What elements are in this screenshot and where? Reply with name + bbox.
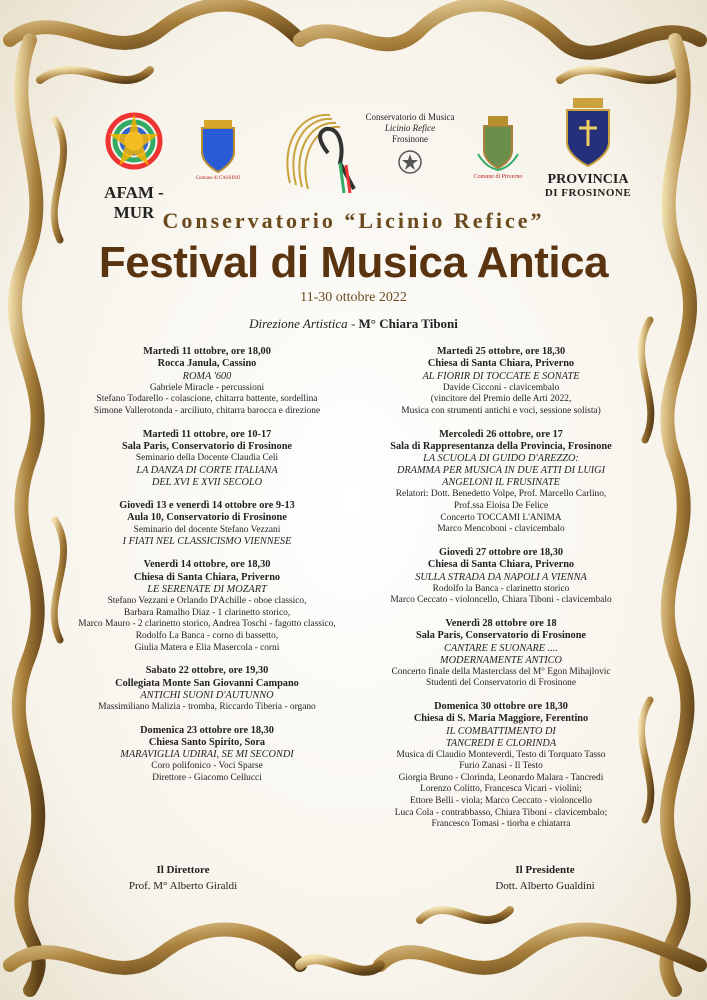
event-entry: Martedì 11 ottobre, ore 10-17 Sala Paris, Conservatorio di Frosinone Seminario della Docente Claudia Celi LA DANZA DI CORTE ITALIANA DEL XVI E XVII SECOLO bbox=[122, 428, 292, 488]
conservatorio-text: Conservatorio di Musica Licinio Refice Frosinone bbox=[360, 112, 460, 178]
event-entry: Martedì 11 ottobre, ore 18,00 Rocca Janula, Cassino ROMA '600 Gabriele Miracle - percussioni Stefano Todarello - colascione, chitarra battente, sordellina Simone Vallerotonda - arciliuto, chitarra barocca e direzione bbox=[93, 346, 321, 416]
cassino-crest bbox=[190, 118, 246, 181]
priverno-label: Comune di Priverno bbox=[473, 174, 523, 180]
italian-emblem-icon bbox=[397, 149, 423, 175]
event-entry: Mercoledì 26 ottobre, ore 17 Sala di Rappresentanza della Provincia, Frosinone LA SCUOLA DI GUIDO D'AREZZO: DRAMMA PER MUSICA IN DUE ATTI DI LUIGI ANGELONI IL FRUSINATE Relatori: Dott. Benedetto Volpe, Prof. Marcello Carlino, Prof.ssa Eloisa De Felice Concerto TOCCAMI L'ANIMA Marco Mencoboni - clavicembalo bbox=[390, 428, 612, 535]
provincia-shield-icon bbox=[561, 98, 615, 168]
events-right-column bbox=[356, 346, 646, 842]
event-entry: Giovedì 27 ottobre ore 18,30 Chiesa di Santa Chiara, Priverno SULLA STRADA DA NAPOLI A VIENNA Rodolfo la Banca - clarinetto storico Marco Ceccato - violoncello, Chiara Tiboni - clavicembalo bbox=[390, 546, 612, 606]
conservatorio-title: Conservatorio “Licinio Refice” bbox=[162, 208, 545, 233]
festival-dates: 11-30 ottobre 2022 bbox=[300, 290, 407, 305]
poster-header bbox=[0, 208, 707, 332]
event-entry: Martedì 25 ottobre, ore 18,30 Chiesa di Santa Chiara, Priverno AL FIORIR DI TOCCATE E SONATE Davide Cicconi - clavicembalo (vincitore del Premio delle Arti 2022, Musica con strumenti antichi e voci, sessione solista) bbox=[401, 346, 601, 416]
afam-mur-label: AFAM - MUR bbox=[104, 183, 164, 222]
president-signature: Il Presidente Dott. Alberto Gualdini bbox=[495, 864, 595, 892]
provincia-label: PROVINCIA DI FROSINONE bbox=[544, 172, 632, 199]
event-entry: Domenica 23 ottobre ore 18,30 Chiesa Santo Spirito, Sora MARAVIGLIA UDIRAI, SE MI SECONDI Coro polifonico - Voci Sparse Direttore - Giacomo Cellucci bbox=[120, 724, 294, 783]
cassino-label: Comune di CASSINO bbox=[195, 176, 241, 181]
afam-star-icon bbox=[99, 106, 169, 176]
festival-title: Festival di Musica Antica bbox=[98, 238, 609, 287]
provincia-logo bbox=[540, 98, 636, 200]
director-signature: Il Direttore Prof. M° Alberto Giraldi bbox=[128, 864, 238, 892]
afam-mur-logo bbox=[84, 106, 184, 223]
conservatorio-mark-icon bbox=[270, 103, 366, 199]
event-entry: Sabato 22 ottobre, ore 19,30 Collegiata Monte San Giovanni Campano ANTICHI SUONI D'AUTUNNO Massimiliano Malizia - tromba, Riccardo Tiberia - organo bbox=[98, 665, 316, 712]
priverno-shield-icon bbox=[476, 114, 520, 172]
priverno-crest bbox=[468, 114, 528, 180]
conservatorio-logo bbox=[268, 103, 368, 204]
event-entry: Venerdì 28 ottobre ore 18 Sala Paris, Conservatorio di Frosinone CANTARE E SUONARE .... MODERNAMENTE ANTICO Concerto finale della Masterclass del M° Egon Mihajlovic Studenti del Conservatorio di Frosinone bbox=[391, 617, 611, 689]
events-left-column bbox=[62, 346, 352, 796]
event-entry: Giovedì 13 e venerdì 14 ottobre ore 9-13 Aula 10, Conservatorio di Frosinone Seminario del docente Stefano Vezzani I FIATI NEL CLASSICISMO VIENNESE bbox=[119, 500, 295, 548]
artistic-direction: Direzione Artistica - M° Chiara Tiboni bbox=[249, 316, 458, 331]
cassino-shield-icon bbox=[196, 118, 240, 174]
event-entry: Domenica 30 ottobre ore 18,30 Chiesa di S. Maria Maggiore, Ferentino IL COMBATTIMENTO DI TANCREDI E CLORINDA Musica di Claudio Monteverdi, Testo di Torquato Tasso Furio Zanasi - Il Testo Giorgia Bruno - Clorinda, Leonardo Malara - Tancredi Lorenzo Colitto, Francesca Vicari - violini; Ettore Belli - viola; Marco Ceccato - violoncello Luca Cola - contrabbasso, Chiara Tiboni - clavicembalo; Francesco Tomasi - tiorba e chiatarra bbox=[394, 700, 608, 830]
event-entry: Venerdì 14 ottobre, ore 18,30 Chiesa di Santa Chiara, Priverno LE SERENATE DI MOZART Stefano Vezzani e Orlando D'Achille - oboe classico, Barbara Ramalho Diaz - 1 clarinetto storico, Marco Mauro - 2 clarinetto storico, Andrea Toschi - fagotto classico, Rodolfo La Banca - corno di bassetto, Giulia Matera e Elia Masercola - corni bbox=[78, 559, 336, 653]
